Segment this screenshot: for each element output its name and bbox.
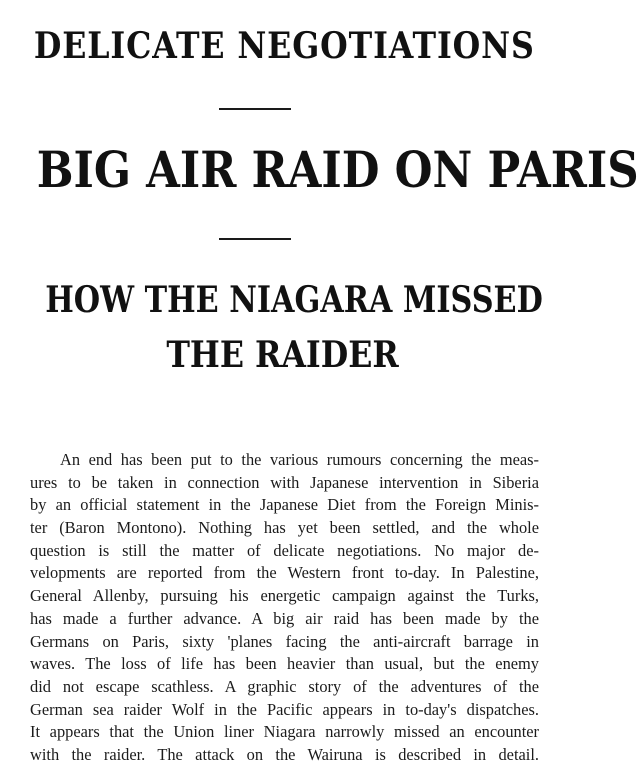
article-line: An end has been put to the various rumours concerning the meas- xyxy=(60,450,539,469)
article-line: Germans on Paris, sixty 'planes facing the anti-aircraft barrage in xyxy=(30,631,539,651)
article-line: ter (Baron Montono). Nothing has yet been settled, and the whole xyxy=(30,518,539,538)
article-line: ures to be taken in connection with Japanese intervention in Siberia xyxy=(30,472,539,492)
article-line: with the raider. The attack on the Wairuna is described in detail. xyxy=(30,744,539,764)
article-line: General Allenby, pursuing his energetic campaign against the Turks, xyxy=(30,586,539,606)
headline-big-air-raid: BIG AIR RAID ON PARIS xyxy=(36,140,639,199)
article-line: has made a further advance. A big air raid has been made by the xyxy=(30,608,539,628)
article-line: velopments are reported from the Western front to-day. In Palestine, xyxy=(30,563,539,583)
article-line: German sea raider Wolf in the Pacific appears in to-day's dispatches. xyxy=(30,699,539,719)
article-line: did not escape scathless. A graphic story of the adventures of the xyxy=(30,676,539,696)
article-line: waves. The loss of life has been heavier than usual, but the enemy xyxy=(30,654,539,674)
headline-niagara-line-1: HOW THE NIAGARA MISSED xyxy=(45,279,543,321)
article-line: question is still the matter of delicate negotiations. No major de- xyxy=(30,540,539,560)
article-line: It appears that the Union liner Niagara narrowly missed an encounter xyxy=(30,722,539,742)
article-line: by an official statement in the Japanese Diet from the Foreign Minis- xyxy=(30,495,539,515)
headline-divider-1 xyxy=(219,108,291,110)
headline-niagara-line-2: THE RAIDER xyxy=(166,334,399,376)
headline-delicate-negotiations: DELICATE NEGOTIATIONS xyxy=(33,25,535,67)
article-body xyxy=(30,449,539,767)
headline-divider-2 xyxy=(219,238,291,240)
